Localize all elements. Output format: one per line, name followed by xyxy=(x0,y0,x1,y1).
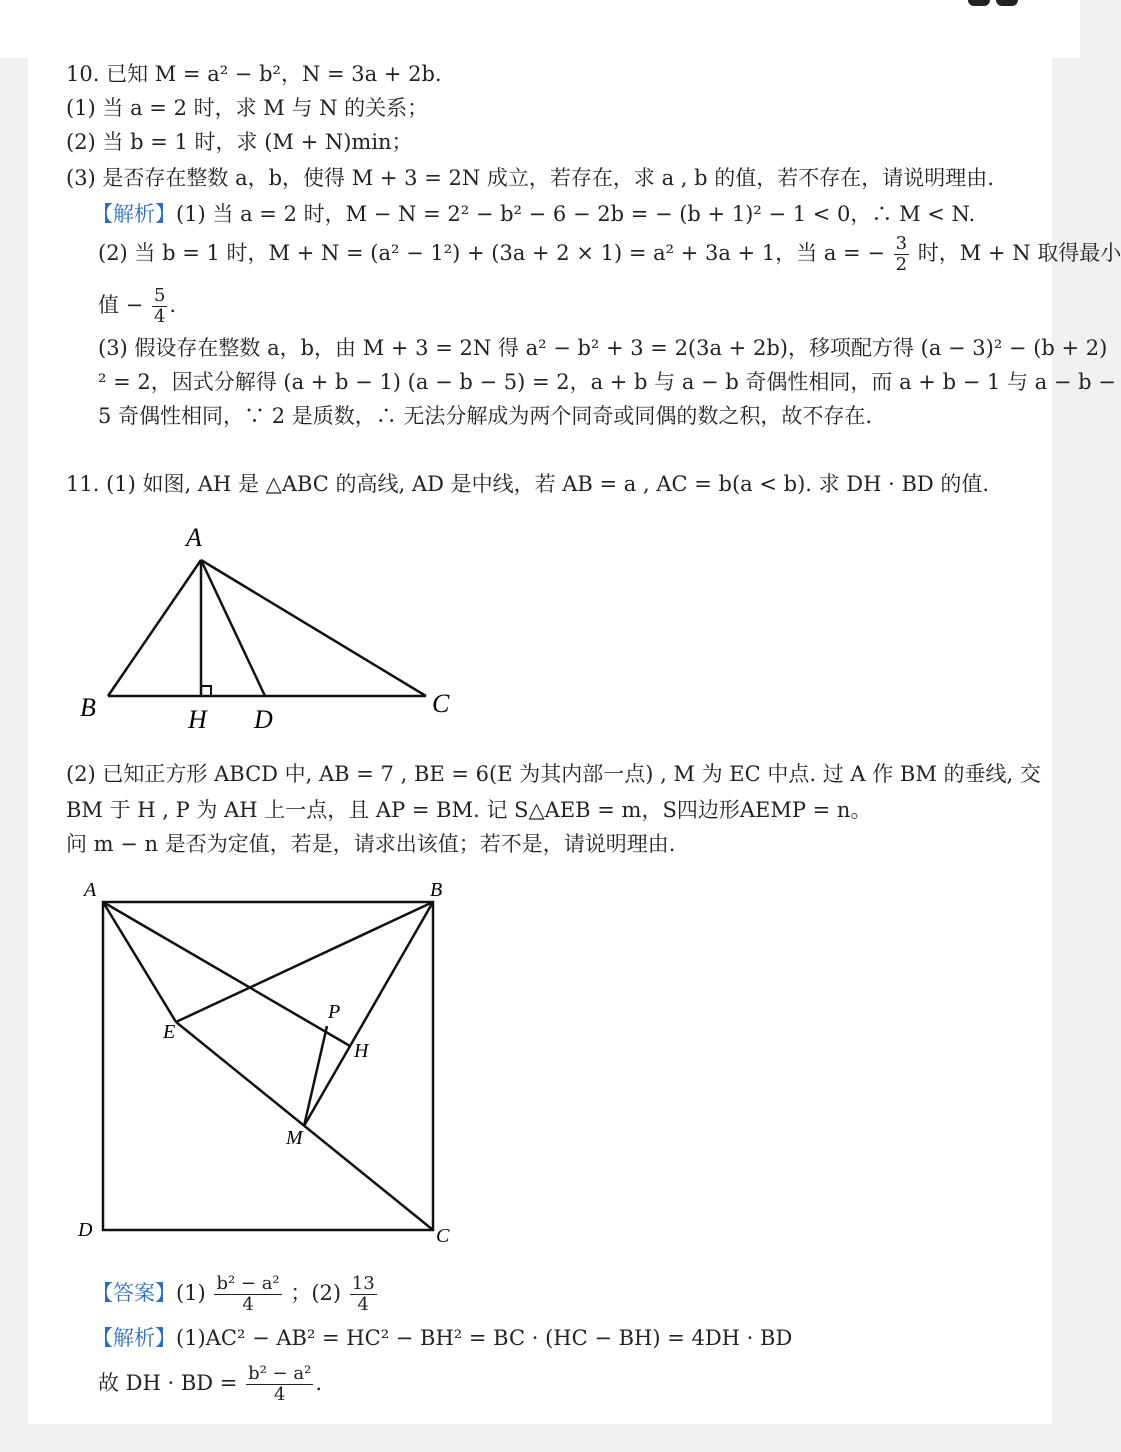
q10-part2: (2) 当 b = 1 时，求 (M + N)min； xyxy=(66,130,413,154)
label-C: C xyxy=(436,1225,450,1247)
solution-text: 故 DH · BD = xyxy=(98,1371,238,1395)
q10-stem: 10. 已知 M = a² − b²，N = 3a + 2b. xyxy=(66,62,442,86)
solution-text: (1) 当 a = 2 时，M − N = 2² − b² − 6 − 2b = − (b + 1)² − 1 < 0，∴ M < N. xyxy=(176,202,976,226)
q10-solution-2b: 值 − $\frac{5}{4}$ . xyxy=(98,285,177,327)
q11-solution-1 xyxy=(92,1324,792,1352)
fraction: $\frac{3}{2}$ xyxy=(895,233,908,275)
q10-solution-3b: ² = 2，因式分解得 (a + b − 1) (a − b − 5) = 2，a + b 与 a − b 奇偶性相同，而 a + b − 1 与 a − b − xyxy=(98,370,1116,394)
label-E: E xyxy=(163,1021,176,1043)
triangle-figure xyxy=(68,520,468,750)
corner-icon xyxy=(996,0,1018,6)
q10-solution-3a: (3) 假设存在整数 a，b，由 M + 3 = 2N 得 a² − b² + 3 = 2(3a + 2b)，移项配方得 (a − 3)² − (b + 2) xyxy=(98,336,1108,360)
q10-solution-1 xyxy=(92,200,975,228)
answer-text: (1) xyxy=(176,1281,206,1305)
q11-part2-line1: (2) 已知正方形 ABCD 中, AB = 7 , BE = 6(E 为其内部一点) , M 为 EC 中点. 过 A 作 BM 的垂线, 交 xyxy=(66,762,1041,786)
fraction: $\frac{13}{4}$ xyxy=(351,1273,375,1315)
fraction: $\frac{5}{4}$ xyxy=(153,285,166,327)
label-B: B xyxy=(430,879,443,901)
label-D: D xyxy=(78,1219,93,1241)
corner-icon xyxy=(968,0,990,6)
label-A: A xyxy=(186,523,202,552)
q10-part3: (3) 是否存在整数 a，b，使得 M + 3 = 2N 成立，若存在，求 a , b 的值，若不存在，请说明理由. xyxy=(66,166,994,190)
solution-text: 值 − xyxy=(98,293,144,317)
solution-tag: 【解析】 xyxy=(92,202,176,226)
label-P: P xyxy=(328,1001,341,1023)
q11-stem: 11. (1) 如图, AH 是 △ABC 的高线, AD 是中线，若 AB = a , AC = b(a < b). 求 DH · BD 的值. xyxy=(66,472,990,496)
label-H: H xyxy=(188,705,207,734)
answer-tag: 【答案】 xyxy=(92,1281,176,1305)
solution-tag: 【解析】 xyxy=(92,1326,176,1350)
fraction: $\frac{\text{b² − a²}}{4}$ xyxy=(216,1273,280,1315)
q11-part2-line2: BM 于 H , P 为 AH 上一点，且 AP = BM. 记 S△AEB = m，S四边形AEMP = n。 xyxy=(66,798,872,822)
document-page xyxy=(28,58,1121,1424)
label-A: A xyxy=(84,879,97,901)
q11-part2-line3: 问 m − n 是否为定值，若是，请求出该值；若不是，请说明理由. xyxy=(66,832,676,856)
label-H: H xyxy=(354,1040,369,1062)
label-D: D xyxy=(254,705,273,734)
solution-text: 时，M + N 取得最小 xyxy=(917,241,1121,265)
label-C: C xyxy=(432,689,450,718)
q10-solution-3c: 5 奇偶性相同，∵ 2 是质数，∴ 无法分解成为两个同奇或同偶的数之积，故不存在. xyxy=(98,404,873,428)
q11-solution-final: 故 DH · BD = $\frac{\text{b² − a²}}{4}$ . xyxy=(98,1363,322,1405)
top-bar xyxy=(0,0,1080,58)
label-M: M xyxy=(286,1127,303,1149)
q10-part1: (1) 当 a = 2 时，求 M 与 N 的关系； xyxy=(66,96,429,120)
answer-text: ；(2) xyxy=(290,1281,342,1305)
fraction: $\frac{\text{b² − a²}}{4}$ xyxy=(248,1363,312,1405)
solution-text: (2) 当 b = 1 时，M + N = (a² − 1²) + (3a + 2 × 1) = a² + 3a + 1，当 a = − xyxy=(98,241,885,265)
square-figure xyxy=(68,876,468,1256)
label-B: B xyxy=(80,693,96,722)
q11-answer xyxy=(92,1274,379,1315)
q10-solution-2 xyxy=(98,234,1121,275)
solution-text: (1)AC² − AB² = HC² − BH² = BC · (HC − BH) = 4DH · BD xyxy=(176,1326,793,1350)
